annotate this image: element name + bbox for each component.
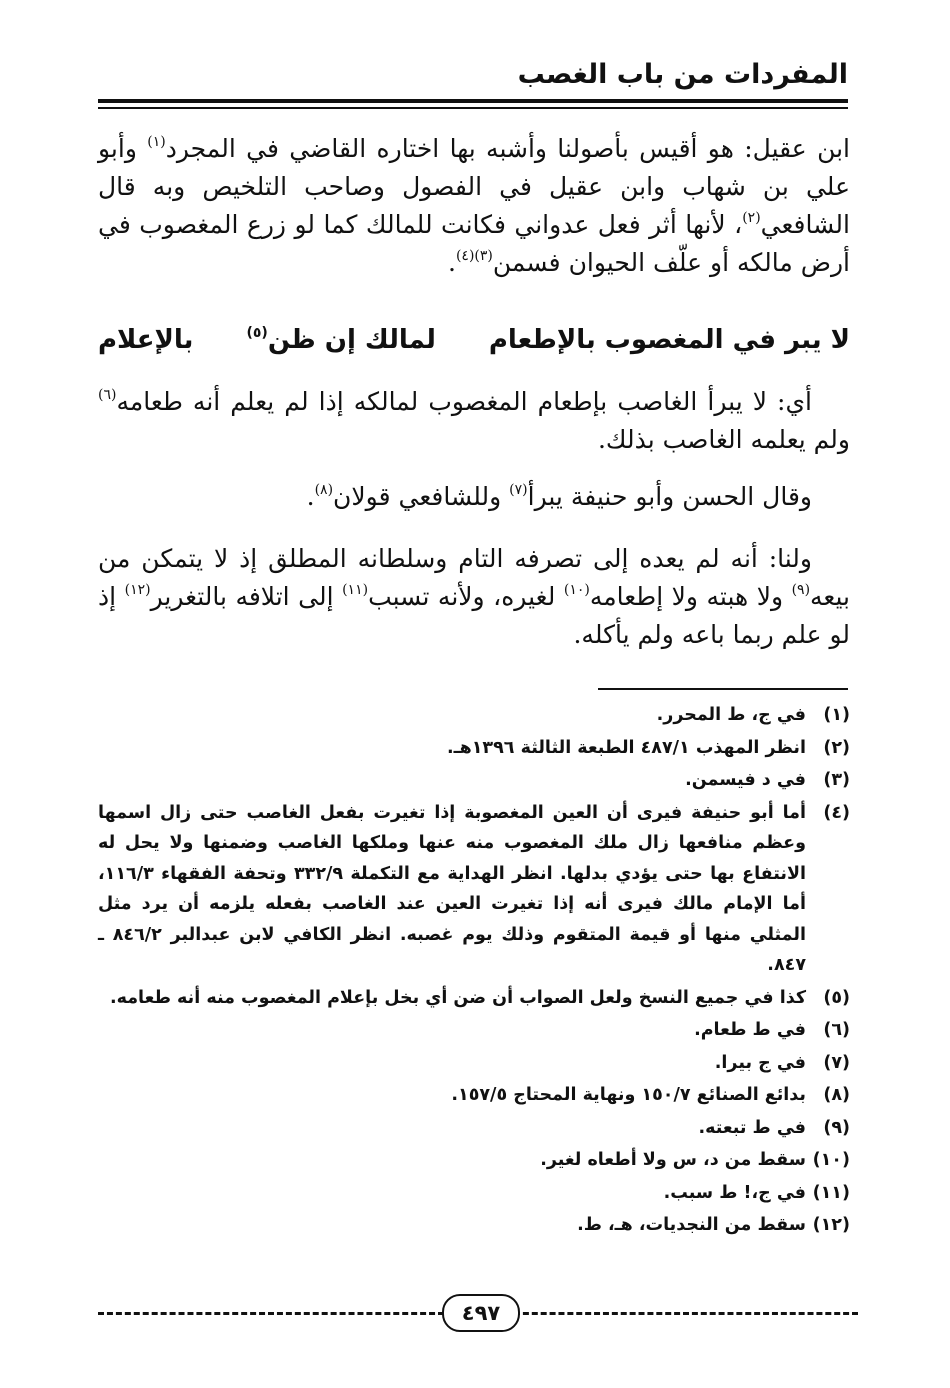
footnote-item	[98, 1113, 850, 1144]
section-heading	[98, 318, 850, 362]
text: .	[306, 482, 315, 511]
text: وأبو علي بن شهاب وابن عقيل في الفصول وصاحب التلخيص وبه قال الشافعي	[98, 134, 850, 239]
running-head	[98, 52, 848, 96]
footnote-number: (١)	[823, 705, 850, 725]
heading-right: لا يبر في المغصوب بالإطعام	[488, 325, 850, 355]
header-rule-thick	[98, 99, 848, 103]
paragraph-4	[98, 540, 850, 654]
running-head-title: المفردات من باب الغصب	[517, 58, 848, 90]
footnote-item	[98, 700, 850, 731]
footnote-text: في ج بيرا.	[714, 1052, 806, 1073]
text: لغيره، ولأنه تسبب	[368, 582, 564, 611]
footnote-ref: (٧)	[509, 482, 528, 498]
footnote-ref: (٨)	[314, 482, 334, 498]
footnote-ref: (٦)	[98, 387, 117, 403]
footnote-separator	[598, 688, 848, 690]
paragraph-3	[98, 478, 850, 516]
footer-rule-right	[514, 1312, 858, 1315]
footnote-ref: (١٠)	[563, 582, 590, 598]
header-rule-thin	[98, 107, 848, 109]
footnote-ref: (٢)	[742, 210, 761, 226]
footnote-item	[98, 1145, 850, 1176]
footnote-text: سقط من النجديات، هـ، ط.	[577, 1215, 806, 1235]
footnote-number: (٤)	[823, 802, 850, 823]
text: إذ لو علم ربما باعه ولم يأكله.	[98, 582, 850, 649]
text: وللشافعي قولان	[333, 482, 510, 511]
footnote-item	[98, 798, 850, 981]
text: وقال الحسن وأبو حنيفة يبرأ	[527, 482, 812, 511]
footnote-ref: (١٢)	[124, 582, 151, 598]
footnote-text: سقط من د، س ولا أطعاه لغير.	[540, 1150, 806, 1170]
footnote-number: (١١)	[812, 1182, 850, 1203]
heading-left: بالإعلام	[98, 325, 194, 355]
page-number: ٤٩٧	[442, 1294, 520, 1332]
footnote-ref: (٥)	[246, 325, 268, 341]
footer-rule-left	[98, 1312, 444, 1315]
footnote-item	[98, 1048, 850, 1079]
footnote-number: (٨)	[823, 1085, 850, 1105]
footnote-ref: (١)	[147, 134, 166, 150]
text: ولا هبته ولا إطعامه	[589, 582, 792, 611]
footnote-text: كذا في جميع النسخ ولعل الصواب أن ضن أي بخل بإعلام المغصوب منه أنه طعامه.	[109, 987, 806, 1008]
heading-middle	[246, 325, 435, 355]
footnote-text: انظر المهذب ٤٨٧/١ الطبعة الثالثة ١٣٩٦هـ.	[446, 737, 806, 758]
footnote-text: في ج، ط المحرر.	[656, 705, 806, 725]
heading-middle-text: لمالك إن ظن	[267, 325, 436, 355]
footnote-number: (٢)	[823, 737, 850, 758]
paragraph-1	[98, 130, 850, 282]
text: ابن عقيل: هو أقيس بأصولنا وأشبه بها اختاره القاضي في المجرد	[165, 134, 851, 163]
footnote-ref: (٩)	[791, 582, 811, 598]
footnote-number: (٧)	[823, 1052, 850, 1073]
footnote-ref: (٣)(٤)	[455, 248, 493, 264]
footnote-item	[98, 1080, 850, 1111]
footnote-item	[98, 733, 850, 764]
footnote-text: في ط طعام.	[694, 1020, 806, 1040]
footnote-text: في ج،! ط سبب.	[663, 1182, 806, 1203]
footnote-number: (٥)	[823, 987, 850, 1008]
footnote-text: في د فيسمن.	[685, 770, 806, 790]
footnote-item	[98, 1178, 850, 1209]
footnote-text: بدائع الصنائع ١٥٠/٧ ونهاية المحتاج ١٥٧/٥.	[451, 1085, 806, 1105]
footnote-text: في ط تبعته.	[698, 1117, 806, 1138]
footnote-item	[98, 983, 850, 1014]
footnote-item	[98, 765, 850, 796]
footnote-number: (٣)	[823, 770, 850, 790]
footnote-number: (٩)	[823, 1117, 850, 1138]
text: إلى اتلافه بالتغرير	[150, 582, 343, 611]
text: ، لأنها أثر فعل عدواني فكانت للمالك كما لو زرع المغصوب في أرض مالكه أو علّف الحيوان فسمن	[98, 210, 850, 277]
text: .	[448, 248, 456, 277]
footnote-text: أما أبو حنيفة فيرى أن العين المغصوبة إذا تغيرت بفعل الغاصب حتى زال اسمها وعظم منافعها زال ملك المغصوب منه عنها وملكها الغاصب وضمنها ولا يحل له الانتفاع بها حتى يؤدي بدلها. انظر الهداية مع التكملة ٣٣٢/٩ وتحفة الفقهاء ١١٦/٣، أما الإمام مالك فيرى أنه إذا تغيرت العين عند الغاصب بفعله يلزمه أن يرد مثل المثلي منها أو قيمة المتقوم وذلك يوم غصبه. انظر الكافي لابن عبدالبر ٨٤٦/٢ ـ ٨٤٧.	[98, 802, 806, 975]
text: أي: لا يبرأ الغاصب بإطعام المغصوب لمالكه إذا لم يعلم أنه طعامه	[116, 387, 812, 416]
text: ولم يعلمه الغاصب بذلك.	[597, 425, 850, 454]
footnote-number: (١٢)	[812, 1215, 850, 1235]
paragraph-2	[98, 383, 850, 459]
footnote-item	[98, 1210, 850, 1241]
footnote-item	[98, 1015, 850, 1046]
footnote-number: (٦)	[823, 1020, 850, 1040]
footnote-number: (١٠)	[812, 1150, 850, 1170]
footnotes-list	[98, 700, 850, 1243]
footnote-ref: (١١)	[342, 582, 369, 598]
text: ولنا: أنه لم يعده إلى تصرفه التام وسلطانه المطلق إذ لا يتمكن من بيعه	[98, 544, 850, 611]
